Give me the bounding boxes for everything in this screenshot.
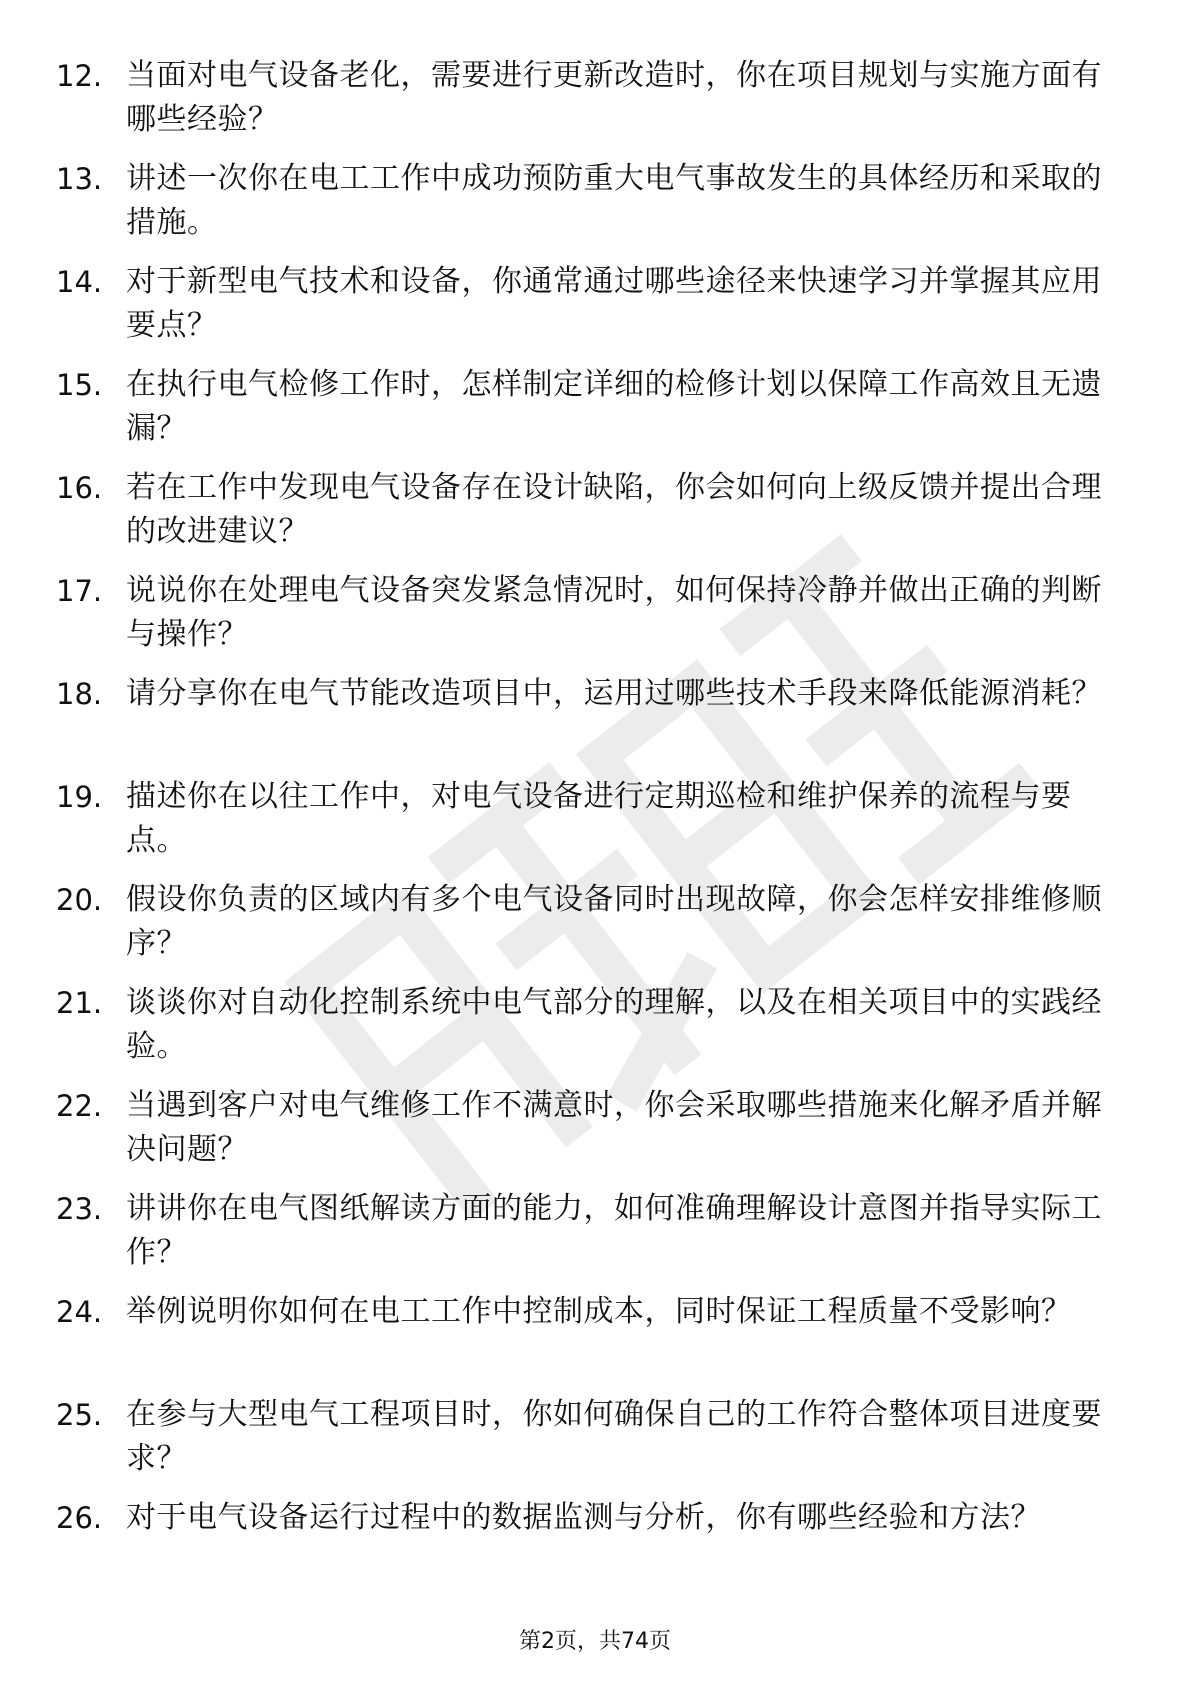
question-number: 13. — [56, 162, 103, 196]
question-number: 22. — [56, 1089, 103, 1123]
question-text: 说说你在处理电气设备突发紧急情况时，如何保持冷静并做出正确的判断与操作？ — [126, 573, 1102, 652]
list-item — [56, 569, 1116, 672]
page-footer — [0, 1627, 1190, 1657]
question-number: 18. — [56, 677, 103, 711]
question-number: 23. — [56, 1192, 103, 1226]
list-item — [56, 1496, 1116, 1599]
list-item — [56, 54, 1116, 157]
list-item — [56, 260, 1116, 363]
question-text: 对于新型电气技术和设备，你通常通过哪些途径来快速学习并掌握其应用要点？ — [126, 264, 1102, 343]
list-item — [56, 466, 1116, 569]
question-text: 当面对电气设备老化，需要进行更新改造时，你在项目规划与实施方面有哪些经验？ — [126, 58, 1102, 137]
question-number: 15. — [56, 368, 103, 402]
question-text: 若在工作中发现电气设备存在设计缺陷，你会如何向上级反馈并提出合理的改进建议？ — [126, 470, 1102, 549]
list-item — [56, 981, 1116, 1084]
question-number: 17. — [56, 574, 103, 608]
question-text: 假设你负责的区域内有多个电气设备同时出现故障，你会怎样安排维修顺序？ — [126, 882, 1102, 961]
question-text: 在参与大型电气工程项目时，你如何确保自己的工作符合整体项目进度要求？ — [126, 1397, 1102, 1476]
question-text: 描述你在以往工作中，对电气设备进行定期巡检和维护保养的流程与要点。 — [126, 779, 1072, 858]
question-number: 26. — [56, 1501, 103, 1535]
question-number: 12. — [56, 59, 103, 93]
list-item — [56, 1290, 1116, 1393]
list-item — [56, 672, 1116, 775]
question-list — [56, 54, 1116, 1599]
list-item — [56, 1393, 1116, 1496]
question-number: 21. — [56, 986, 103, 1020]
list-item — [56, 1084, 1116, 1187]
list-item — [56, 157, 1116, 260]
question-text: 在执行电气检修工作时，怎样制定详细的检修计划以保障工作高效且无遗漏？ — [126, 367, 1102, 446]
question-number: 19. — [56, 780, 103, 814]
question-text: 讲讲你在电气图纸解读方面的能力，如何准确理解设计意图并指导实际工作？ — [126, 1191, 1102, 1270]
question-text: 请分享你在电气节能改造项目中，运用过哪些技术手段来降低能源消耗？ — [126, 676, 1102, 711]
list-item — [56, 878, 1116, 981]
question-number: 24. — [56, 1295, 103, 1329]
question-text: 举例说明你如何在电工工作中控制成本，同时保证工程质量不受影响？ — [126, 1294, 1072, 1329]
question-text: 当遇到客户对电气维修工作不满意时，你会采取哪些措施来化解矛盾并解决问题？ — [126, 1088, 1102, 1167]
page-indicator: 第2页，共74页 — [519, 1629, 671, 1654]
list-item — [56, 363, 1116, 466]
question-number: 14. — [56, 265, 103, 299]
question-number: 25. — [56, 1398, 103, 1432]
question-number: 20. — [56, 883, 103, 917]
question-text: 谈谈你对自动化控制系统中电气部分的理解，以及在相关项目中的实践经验。 — [126, 985, 1102, 1064]
question-text: 对于电气设备运行过程中的数据监测与分析，你有哪些经验和方法？ — [126, 1500, 1041, 1535]
question-number: 16. — [56, 471, 103, 505]
list-item — [56, 775, 1116, 878]
question-text: 讲述一次你在电工工作中成功预防重大电气事故发生的具体经历和采取的措施。 — [126, 161, 1102, 240]
list-item — [56, 1187, 1116, 1290]
